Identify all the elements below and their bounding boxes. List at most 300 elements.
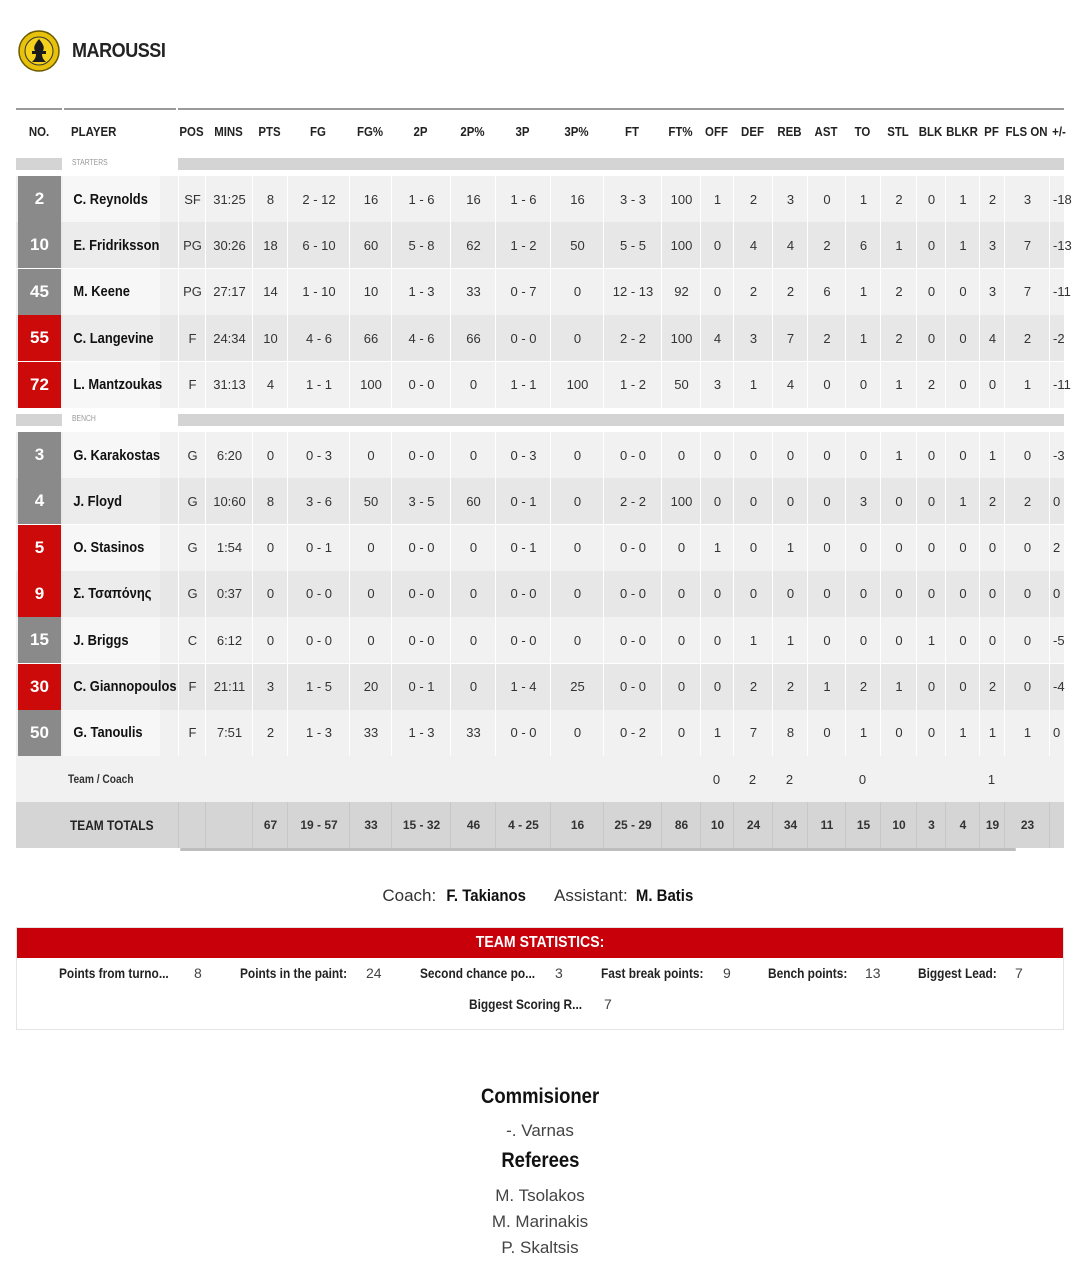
jersey-number-badge: 3: [18, 432, 61, 478]
player-name-link[interactable]: J. Briggs: [63, 617, 160, 663]
player-row[interactable]: [16, 617, 1064, 663]
stat-fgp: 100: [349, 362, 392, 408]
stat-blkr: 0: [945, 269, 980, 315]
stat-off: 1: [700, 176, 734, 222]
stat-ast: 0: [807, 710, 846, 756]
stat-p2: 0 - 0: [391, 571, 451, 617]
player-name-link[interactable]: G. Karakostas: [63, 432, 160, 478]
stat-ftp: 100: [661, 315, 701, 361]
stat-points-in-paint: [240, 962, 382, 984]
column-header-2p[interactable]: 2P%: [460, 123, 485, 139]
player-row[interactable]: [16, 664, 1064, 710]
stat-def: 0: [733, 525, 773, 571]
stat-ast: 0: [807, 617, 846, 663]
stat-to: 0: [845, 571, 881, 617]
team-header: [18, 30, 176, 72]
stat-ft: 0 - 0: [603, 664, 662, 710]
player-row[interactable]: [16, 176, 1072, 222]
stat-pm: -13: [1049, 222, 1069, 268]
stat-p3p: 100: [550, 362, 604, 408]
stat-pos: PG: [178, 222, 206, 268]
player-row[interactable]: [16, 222, 1072, 268]
player-name-link[interactable]: L. Mantzoukas: [63, 362, 160, 408]
stat-p3p: 0: [550, 571, 604, 617]
total-p3: 4 - 25: [495, 802, 551, 848]
total-pf: 19: [979, 802, 1005, 848]
stat-label: Fast break points:: [601, 965, 704, 981]
stat-ftp: 0: [661, 710, 701, 756]
stat-stl: 0: [880, 478, 917, 524]
stat-to: 0: [845, 432, 881, 478]
stat-to: 0: [845, 362, 881, 408]
stat-fgp: 33: [349, 710, 392, 756]
stat-p3: 1 - 4: [495, 664, 551, 710]
column-header-to[interactable]: TO: [854, 123, 871, 139]
total-ft: 25 - 29: [603, 802, 662, 848]
stat-ftp: 100: [661, 176, 701, 222]
stat-to: 2: [845, 664, 881, 710]
stat-p3p: 16: [550, 176, 604, 222]
stat-blkr: 0: [945, 362, 980, 408]
stat-to: 3: [845, 478, 881, 524]
assistant-label: Assistant:: [554, 886, 628, 905]
column-header-player[interactable]: PLAYER: [71, 123, 117, 139]
stat-fg: 0 - 1: [287, 525, 350, 571]
stat-fg: 1 - 3: [287, 710, 350, 756]
stat-ft: 3 - 3: [603, 176, 662, 222]
stat-reb: 4: [772, 362, 808, 408]
stat-p2: 1 - 6: [391, 176, 451, 222]
stat-reb: 3: [772, 176, 808, 222]
stat-flson: 0: [1004, 525, 1050, 571]
referee-name: P. Skaltsis: [501, 1238, 579, 1257]
stat-def: 1: [733, 617, 773, 663]
section-label: BENCH: [72, 414, 96, 423]
player-name-link[interactable]: G. Tanoulis: [63, 710, 160, 756]
stat-fg: 6 - 10: [287, 222, 350, 268]
stat-pm: 0: [1049, 571, 1069, 617]
jersey-number-badge: 30: [18, 664, 61, 710]
stat-pos: SF: [178, 176, 206, 222]
stat-biggest-scoring-run: [469, 993, 612, 1015]
stat-stl: 1: [880, 222, 917, 268]
column-header-reb[interactable]: REB: [777, 123, 802, 139]
stat-fg: 1 - 5: [287, 664, 350, 710]
stat-p2p: 66: [450, 315, 496, 361]
column-header-fls-on[interactable]: FLS ON: [1005, 123, 1048, 139]
team-stat-pf: 1: [987, 771, 996, 787]
stat-flson: 1: [1004, 362, 1050, 408]
stat-pos: C: [178, 617, 206, 663]
column-header-3p[interactable]: 3P: [515, 123, 530, 139]
stat-mins: 10:60: [205, 478, 253, 524]
stat-pos: F: [178, 710, 206, 756]
stat-stl: 1: [880, 362, 917, 408]
stat-ft: 2 - 2: [603, 478, 662, 524]
stat-p2p: 0: [450, 571, 496, 617]
coach-label: Coach:: [382, 886, 437, 905]
stat-pos: F: [178, 664, 206, 710]
player-name-link[interactable]: C. Reynolds: [63, 176, 160, 222]
stat-ast: 6: [807, 269, 846, 315]
total-off: 10: [700, 802, 734, 848]
stat-ft: 2 - 2: [603, 315, 662, 361]
stat-pts: 3: [252, 664, 288, 710]
team-stat-reb: 2: [785, 771, 794, 787]
stat-p2: 1 - 3: [391, 269, 451, 315]
stat-pf: 3: [979, 269, 1005, 315]
column-header-fg[interactable]: FG%: [356, 123, 384, 139]
stat-label: Bench points:: [768, 965, 848, 981]
stat-label: Points from turno...: [59, 965, 169, 981]
jersey-number-badge: 55: [18, 315, 61, 361]
player-row[interactable]: [16, 269, 1071, 315]
column-header-plus-minus[interactable]: +/-: [1052, 123, 1066, 139]
column-header-stl[interactable]: STL: [887, 123, 909, 139]
stat-p2p: 33: [450, 269, 496, 315]
stat-fgp: 66: [349, 315, 392, 361]
stat-pos: G: [178, 432, 206, 478]
team-totals-label: TEAM TOTALS: [70, 817, 154, 833]
column-header-ast[interactable]: AST: [814, 123, 838, 139]
jersey-number-badge: 5: [18, 525, 61, 571]
stat-pts: 10: [252, 315, 288, 361]
stat-p2: 3 - 5: [391, 478, 451, 524]
stat-p3: 0 - 1: [495, 478, 551, 524]
player-name-link[interactable]: Σ. Τσαπόνης: [63, 571, 160, 617]
column-header-pf[interactable]: PF: [984, 123, 999, 139]
stat-def: 2: [733, 176, 773, 222]
stat-pm: 2: [1049, 525, 1069, 571]
stat-pf: 2: [979, 478, 1005, 524]
team-stat-def: 2: [748, 771, 757, 787]
stat-blk: 0: [916, 176, 946, 222]
stat-mins: 31:13: [205, 362, 253, 408]
stat-p2: 5 - 8: [391, 222, 451, 268]
stat-to: 1: [845, 269, 881, 315]
stat-p3: 0 - 0: [495, 315, 551, 361]
stat-blkr: 0: [945, 617, 980, 663]
stat-fg: 1 - 10: [287, 269, 350, 315]
stat-fgp: 50: [349, 478, 392, 524]
stat-pts: 18: [252, 222, 288, 268]
referee-name: M. Tsolakos: [495, 1186, 585, 1205]
stat-reb: 2: [772, 664, 808, 710]
stat-def: 3: [733, 315, 773, 361]
stat-value: 8: [194, 965, 202, 981]
stat-reb: 8: [772, 710, 808, 756]
stat-fgp: 0: [349, 617, 392, 663]
stat-pf: 4: [979, 315, 1005, 361]
stat-pts: 4: [252, 362, 288, 408]
stat-p2p: 62: [450, 222, 496, 268]
player-row[interactable]: [16, 525, 1064, 571]
stat-stl: 1: [880, 432, 917, 478]
stat-pts: 2: [252, 710, 288, 756]
stat-label: Biggest Scoring R...: [469, 996, 583, 1012]
stat-p2: 1 - 3: [391, 710, 451, 756]
column-header-3p[interactable]: 3P%: [564, 123, 589, 139]
column-header-no[interactable]: NO.: [28, 123, 50, 139]
stat-stl: 1: [880, 664, 917, 710]
stat-def: 0: [733, 432, 773, 478]
stat-flson: 2: [1004, 315, 1050, 361]
stat-p3p: 0: [550, 432, 604, 478]
commissioner-name: -. Varnas: [506, 1121, 574, 1140]
stat-p3: 0 - 0: [495, 571, 551, 617]
stat-def: 0: [733, 571, 773, 617]
player-row[interactable]: [16, 710, 1064, 756]
column-header-mins[interactable]: MINS: [214, 123, 243, 139]
player-row[interactable]: [16, 478, 1064, 524]
stat-pm: -11: [1049, 362, 1069, 408]
stat-ast: 0: [807, 362, 846, 408]
stat-second-chance: [420, 962, 563, 984]
stat-pm: -18: [1049, 176, 1069, 222]
stat-blkr: 1: [945, 176, 980, 222]
total-fgp: 33: [349, 802, 392, 848]
column-header-pos[interactable]: POS: [179, 123, 204, 139]
stat-ftp: 0: [661, 664, 701, 710]
stat-blk: 0: [916, 315, 946, 361]
total-ftp: 86: [661, 802, 701, 848]
stat-ast: 1: [807, 664, 846, 710]
stat-ft: 0 - 0: [603, 432, 662, 478]
total-p2: 15 - 32: [391, 802, 451, 848]
stat-ft: 1 - 2: [603, 362, 662, 408]
stat-pf: 0: [979, 362, 1005, 408]
total-p3p: 16: [550, 802, 604, 848]
stat-fg: 2 - 12: [287, 176, 350, 222]
stat-off: 0: [700, 478, 734, 524]
stat-bench-points: [768, 962, 881, 984]
stat-blk: 1: [916, 617, 946, 663]
column-header-ft[interactable]: FT%: [668, 123, 693, 139]
player-name-link[interactable]: J. Floyd: [63, 478, 160, 524]
stat-p2: 4 - 6: [391, 315, 451, 361]
stat-ast: 0: [807, 571, 846, 617]
stat-p2p: 60: [450, 478, 496, 524]
column-header-ft[interactable]: FT: [625, 123, 639, 139]
player-row[interactable]: [16, 315, 1064, 361]
stat-pts: 0: [252, 571, 288, 617]
stat-def: 7: [733, 710, 773, 756]
stat-to: 1: [845, 710, 881, 756]
total-mins: [205, 802, 253, 848]
stat-off: 4: [700, 315, 734, 361]
column-header-off[interactable]: OFF: [705, 123, 728, 139]
stat-p2: 0 - 0: [391, 432, 451, 478]
player-name-link[interactable]: M. Keene: [63, 269, 160, 315]
team-coach-row: [16, 756, 1064, 802]
stat-ast: 0: [807, 478, 846, 524]
stat-flson: 0: [1004, 664, 1050, 710]
stat-fgp: 0: [349, 432, 392, 478]
stat-blk: 0: [916, 525, 946, 571]
stat-pf: 3: [979, 222, 1005, 268]
stat-off: 0: [700, 617, 734, 663]
stat-off: 3: [700, 362, 734, 408]
stat-reb: 0: [772, 571, 808, 617]
stat-off: 1: [700, 710, 734, 756]
stat-mins: 1:54: [205, 525, 253, 571]
stat-pf: 0: [979, 617, 1005, 663]
referees-heading: Referees: [500, 1149, 580, 1172]
stat-pm: -2: [1049, 315, 1069, 361]
stat-mins: 31:25: [205, 176, 253, 222]
section-divider: [16, 158, 62, 170]
stat-p3: 0 - 7: [495, 269, 551, 315]
stat-p2p: 0: [450, 525, 496, 571]
stat-value: 7: [1015, 965, 1023, 981]
horizontal-scrollbar[interactable]: [180, 848, 1016, 851]
stat-blkr: 0: [945, 432, 980, 478]
stat-ft: 0 - 0: [603, 525, 662, 571]
stat-mins: 6:12: [205, 617, 253, 663]
stat-fg: 0 - 0: [287, 617, 350, 663]
stat-ft: 0 - 0: [603, 571, 662, 617]
section-divider: [178, 414, 1064, 426]
stat-off: 0: [700, 664, 734, 710]
stat-ftp: 0: [661, 525, 701, 571]
stat-blkr: 1: [945, 478, 980, 524]
stat-ftp: 100: [661, 478, 701, 524]
stat-fg: 3 - 6: [287, 478, 350, 524]
jersey-number-badge: 50: [18, 710, 61, 756]
column-header-blk[interactable]: BLK: [918, 123, 943, 139]
stat-off: 1: [700, 525, 734, 571]
stat-flson: 0: [1004, 571, 1050, 617]
stat-ft: 12 - 13: [603, 269, 662, 315]
stat-mins: 30:26: [205, 222, 253, 268]
column-header-pts[interactable]: PTS: [258, 123, 281, 139]
stat-p3p: 25: [550, 664, 604, 710]
stat-p3p: 0: [550, 617, 604, 663]
commissioner-heading: Commisioner: [480, 1085, 600, 1108]
stat-fgp: 20: [349, 664, 392, 710]
stat-pm: -3: [1049, 432, 1069, 478]
player-name-link[interactable]: E. Fridriksson: [63, 222, 160, 268]
jersey-number-badge: 9: [18, 571, 61, 617]
team-name: MAROUSSI: [72, 39, 166, 62]
stat-to: 0: [845, 525, 881, 571]
total-fg: 19 - 57: [287, 802, 350, 848]
jersey-number-badge: 45: [18, 269, 61, 315]
stat-blk: 0: [916, 710, 946, 756]
player-row[interactable]: [16, 362, 1071, 408]
stat-reb: 1: [772, 617, 808, 663]
stat-stl: 0: [880, 525, 917, 571]
total-stl: 10: [880, 802, 917, 848]
stat-pos: G: [178, 571, 206, 617]
player-name-link[interactable]: C. Langevine: [63, 315, 160, 361]
stat-reb: 0: [772, 478, 808, 524]
stat-to: 1: [845, 315, 881, 361]
total-pos: [178, 802, 206, 848]
stat-ft: 0 - 2: [603, 710, 662, 756]
stat-pts: 0: [252, 432, 288, 478]
stat-ast: 2: [807, 222, 846, 268]
stat-p3p: 0: [550, 710, 604, 756]
player-name-link[interactable]: O. Stasinos: [63, 525, 160, 571]
stat-pf: 0: [979, 571, 1005, 617]
player-name-link[interactable]: C. Giannopoulos: [63, 664, 160, 710]
stat-reb: 0: [772, 432, 808, 478]
team-statistics-title: TEAM STATISTICS:: [17, 928, 1063, 958]
stat-p2p: 16: [450, 176, 496, 222]
stat-fast-break: [601, 962, 731, 984]
column-header-2p[interactable]: 2P: [413, 123, 428, 139]
stat-fg: 0 - 0: [287, 571, 350, 617]
boxscore-table: [16, 108, 1072, 851]
stat-reb: 2: [772, 269, 808, 315]
stat-p2p: 0: [450, 432, 496, 478]
stat-stl: 0: [880, 710, 917, 756]
stat-value: 24: [366, 965, 382, 981]
stat-p2p: 0: [450, 362, 496, 408]
stat-fgp: 10: [349, 269, 392, 315]
referee-name: M. Marinakis: [491, 1212, 589, 1231]
stat-p3: 0 - 0: [495, 617, 551, 663]
stat-label: Biggest Lead:: [918, 965, 997, 981]
stat-value: 13: [865, 965, 881, 981]
stat-pts: 0: [252, 617, 288, 663]
stat-pm: 0: [1049, 710, 1069, 756]
stat-mins: 24:34: [205, 315, 253, 361]
stat-value: 9: [723, 965, 731, 981]
stat-def: 2: [733, 664, 773, 710]
stat-pm: -11: [1049, 269, 1069, 315]
stat-fgp: 0: [349, 525, 392, 571]
stat-fgp: 0: [349, 571, 392, 617]
column-header-fg[interactable]: FG: [310, 123, 326, 139]
player-row[interactable]: [16, 432, 1064, 478]
total-blkr: 4: [945, 802, 980, 848]
stat-blkr: 0: [945, 571, 980, 617]
stat-ft: 0 - 0: [603, 617, 662, 663]
stat-ftp: 50: [661, 362, 701, 408]
player-row[interactable]: [16, 571, 1064, 617]
coaching-staff: [0, 886, 1080, 906]
total-flson: 23: [1004, 802, 1050, 848]
stat-p3p: 0: [550, 269, 604, 315]
column-header-def[interactable]: DEF: [741, 123, 764, 139]
stat-def: 0: [733, 478, 773, 524]
jersey-number-badge: 72: [18, 362, 61, 408]
stat-fgp: 60: [349, 222, 392, 268]
stat-p2p: 33: [450, 710, 496, 756]
stat-pos: PG: [178, 269, 206, 315]
stat-p2p: 0: [450, 664, 496, 710]
total-p2p: 46: [450, 802, 496, 848]
column-header-blkr[interactable]: BLKR: [946, 123, 978, 139]
jersey-number-badge: 2: [18, 176, 61, 222]
stat-mins: 0:37: [205, 571, 253, 617]
commissioner-section: [0, 1085, 1080, 1141]
stat-fg: 4 - 6: [287, 315, 350, 361]
team-totals-row: [16, 802, 1064, 848]
referees-section: [0, 1149, 1080, 1258]
stat-p3: 0 - 0: [495, 710, 551, 756]
stat-p3: 1 - 2: [495, 222, 551, 268]
stat-pos: G: [178, 478, 206, 524]
stat-mins: 27:17: [205, 269, 253, 315]
stat-pos: F: [178, 362, 206, 408]
stat-p3: 1 - 1: [495, 362, 551, 408]
stat-fgp: 16: [349, 176, 392, 222]
stat-off: 0: [700, 269, 734, 315]
jersey-number-badge: 15: [18, 617, 61, 663]
